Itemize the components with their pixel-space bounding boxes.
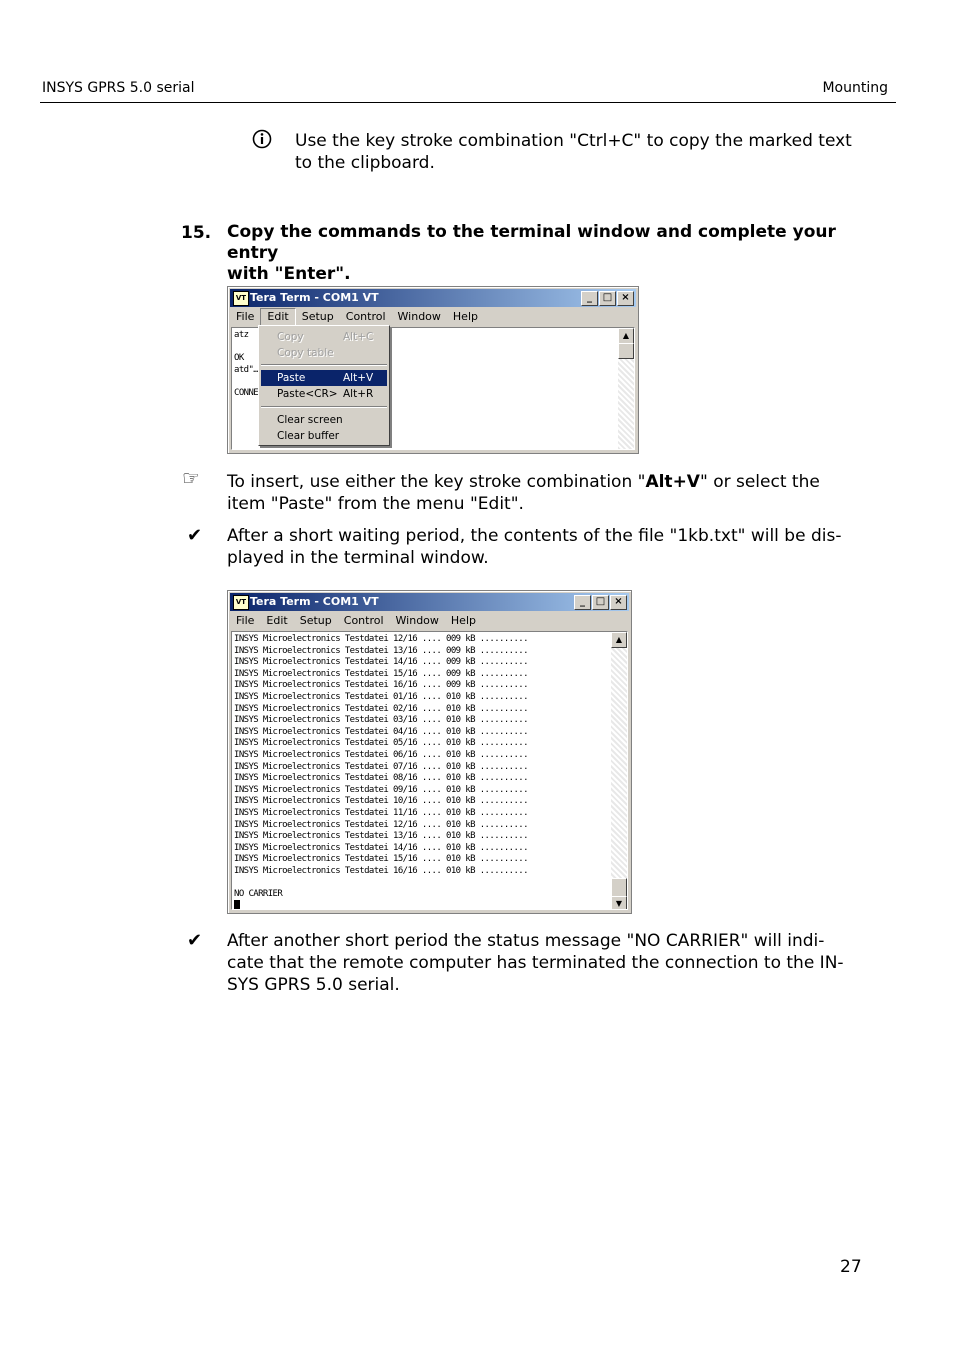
menu-setup[interactable]: Setup	[299, 614, 332, 627]
close-icon[interactable]: ×	[617, 291, 634, 306]
insert-note-line: item "Paste" from the menu "Edit".	[227, 494, 524, 514]
scroll-thumb[interactable]	[611, 878, 627, 898]
menu-bar	[230, 612, 482, 630]
window-title: Tera Term - COM1 VT	[250, 291, 379, 304]
minimize-icon[interactable]: _	[581, 291, 598, 306]
menu-edit[interactable]: Edit	[260, 308, 295, 326]
menu-window[interactable]: Window	[395, 614, 439, 627]
vertical-scrollbar[interactable]	[611, 632, 627, 909]
terminal-cursor	[234, 900, 240, 910]
info-note-line: to the clipboard.	[295, 153, 435, 173]
teraterm-app-icon: VT	[233, 595, 249, 610]
menu-item-clear-buffer[interactable]: Clear buffer	[277, 430, 340, 442]
insert-note	[227, 471, 847, 515]
title-bar	[230, 289, 636, 307]
result-line: After a short waiting period, the contents of the file "1kb.txt" will be dis-	[227, 526, 842, 546]
step-line: Copy the commands to the terminal window and complete your entry	[227, 222, 836, 263]
shortcut-alt-v: Alt+V	[645, 472, 700, 492]
checkmark-icon: ✔	[187, 930, 203, 951]
title-bar	[230, 593, 629, 611]
insert-note-line: To insert, use either the key stroke combination "Alt+V" or select the	[227, 472, 820, 492]
menu-file[interactable]: File	[236, 614, 255, 627]
menu-help[interactable]: Help	[450, 614, 476, 627]
scroll-up-icon[interactable]: ▲	[611, 632, 627, 648]
result-note-2	[227, 930, 867, 996]
menu-edit[interactable]: Edit	[266, 614, 288, 627]
terminal-output: atz OK atd"… CONNE	[234, 330, 259, 398]
menu-file[interactable]: File	[236, 310, 255, 323]
scroll-thumb[interactable]	[618, 343, 634, 359]
menu-control[interactable]: Control	[343, 614, 384, 627]
menu-help[interactable]: Help	[452, 310, 478, 323]
menu-item-clear-screen[interactable]: Clear screen	[277, 414, 343, 426]
teraterm-window-output	[227, 590, 632, 914]
header-document-title: INSYS GPRS 5.0 serial	[42, 80, 195, 96]
menu-setup[interactable]: Setup	[301, 310, 334, 323]
scroll-up-icon[interactable]: ▲	[618, 328, 634, 344]
step-instruction	[227, 222, 847, 285]
vertical-scrollbar[interactable]	[618, 328, 634, 449]
menu-separator	[261, 364, 387, 366]
minimize-icon[interactable]: _	[574, 595, 591, 610]
menu-item-paste-cr[interactable]: Paste<CR> Alt+R	[277, 388, 374, 400]
menu-bar	[230, 308, 484, 326]
maximize-icon[interactable]: □	[599, 291, 616, 306]
terminal-area[interactable]	[231, 631, 628, 910]
maximize-icon[interactable]: □	[592, 595, 609, 610]
teraterm-app-icon: VT	[233, 291, 249, 306]
menu-item-copy: Copy Alt+C	[277, 331, 374, 343]
result-line: SYS GPRS 5.0 serial.	[227, 975, 400, 995]
menu-item-copy-table: Copy table	[277, 347, 334, 359]
window-title: Tera Term - COM1 VT	[250, 595, 379, 608]
terminal-output: INSYS Microelectronics Testdatei 12/16 .... 009 kB .......... INSYS Microelectronics Testdatei 13/16 .... 009 kB .......... INSYS Microelectronics Testdatei 14/16 .... 009 kB .......... INSYS Microelectronics Testdatei 15/16 .... 009 kB .......... INSYS Microelectronics Testdatei 16/16 .... 009 kB .......... INSYS Microelectronics Testdatei 01/16 .... 010 kB .......... INSYS Microelectronics Testdatei 02/16 .... 010 kB .......... INSYS Microelectronics Testdatei 03/16 .... 010 kB .......... INSYS Microelectronics Testdatei 04/16 .... 010 kB .......... INSYS Microelectronics Testdatei 05/16 .... 010 kB .......... INSYS Microelectronics Testdatei 06/16 .... 010 kB .......... INSYS Microelectronics Testdatei 07/16 .... 010 kB .......... INSYS Microelectronics Testdatei 08/16 .... 010 kB .......... INSYS Microelectronics Testdatei 09/16 .... 010 kB .......... INSYS Microelectronics Testdatei 10/16 .... 010 kB .......... INSYS Microelectronics Testdatei 11/16 .... 010 kB .......... INSYS Microelectronics Testdatei 12/16 .... 010 kB .......... INSYS Microelectronics Testdatei 13/16 .... 010 kB .......... INSYS Microelectronics Testdatei 14/16 .... 010 kB .......... INSYS Microelectronics Testdatei 15/16 .... 010 kB .......... INSYS Microelectronics Testdatei 16/16 .... 010 kB .......... NO CARRIER	[234, 634, 528, 900]
menu-control[interactable]: Control	[345, 310, 386, 323]
edit-dropdown-menu	[258, 325, 390, 446]
menu-item-paste[interactable]: Paste Alt+V	[261, 370, 387, 386]
result-note-1	[227, 525, 867, 569]
pointing-hand-icon: ☞	[182, 466, 200, 490]
result-line: played in the terminal window.	[227, 548, 489, 568]
scroll-down-icon[interactable]: ▼	[611, 896, 627, 910]
info-note-line: Use the key stroke combination "Ctrl+C" to copy the marked text	[295, 131, 852, 151]
menu-window[interactable]: Window	[397, 310, 441, 323]
result-line: After another short period the status message "NO CARRIER" will indi-	[227, 931, 825, 951]
step-line: with "Enter".	[227, 264, 351, 284]
info-icon	[252, 129, 272, 155]
checkmark-icon: ✔	[187, 525, 203, 546]
result-line: cate that the remote computer has terminated the connection to the IN-	[227, 953, 844, 973]
info-note	[295, 130, 855, 174]
close-icon[interactable]: ×	[610, 595, 627, 610]
page-number: 27	[840, 1257, 862, 1277]
header-rule	[40, 102, 896, 103]
step-number: 15.	[181, 223, 212, 243]
header-section-title: Mounting	[822, 80, 888, 96]
menu-separator	[261, 406, 387, 408]
